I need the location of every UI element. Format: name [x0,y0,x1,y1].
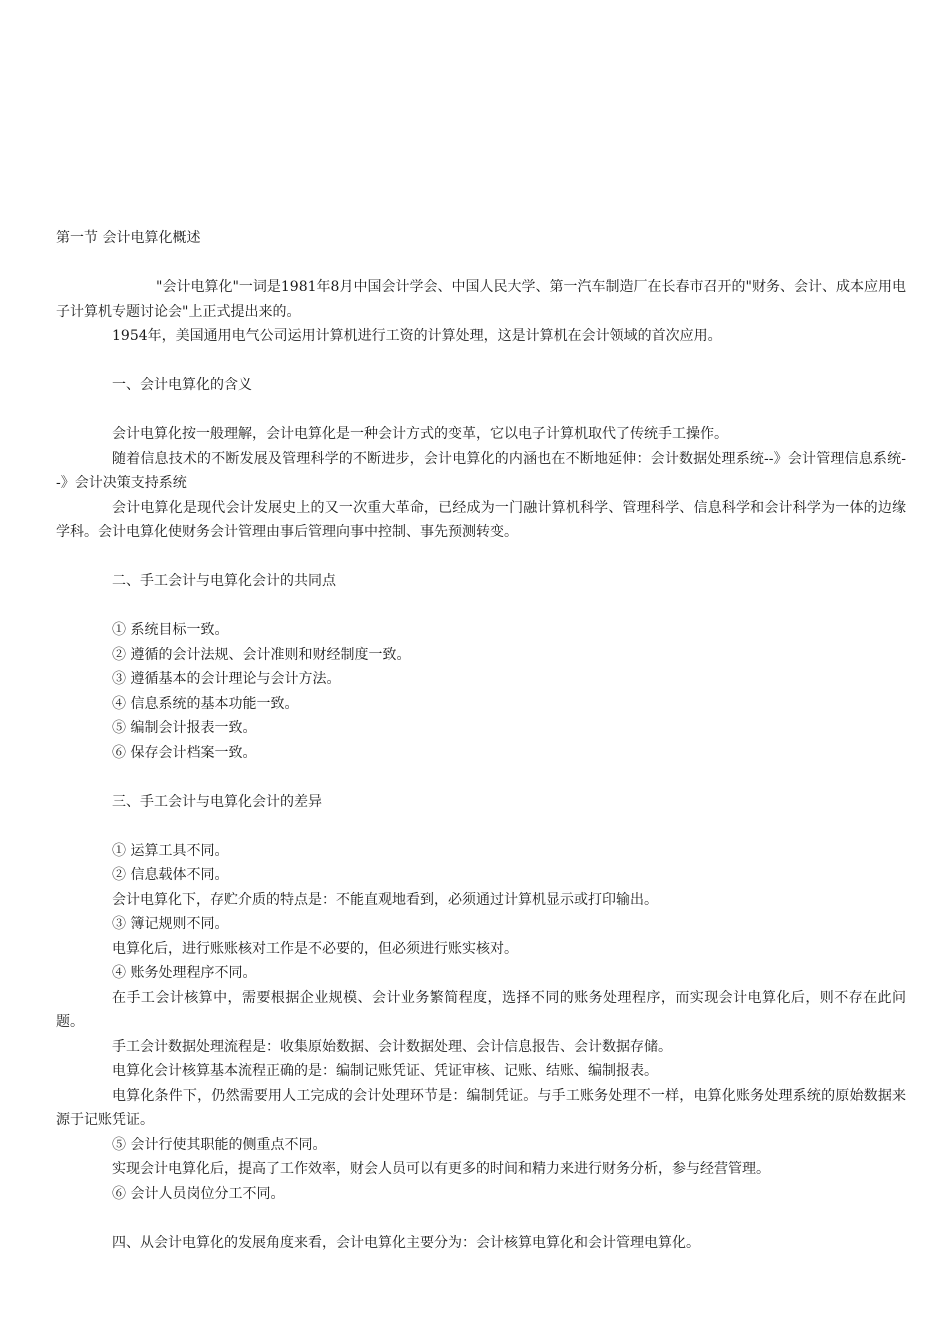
body-paragraph: 会计电算化下，存贮介质的特点是：不能直观地看到，必须通过计算机显示或打印输出。 [112,891,658,908]
section1-paragraph-3: 会计电算化是现代会计发展史上的又一次重大革命，已经成为一门融计算机科学、管理科学、信息科学和会计科学为一体的边缘学科。会计电算化使财务会计管理由事后管理向事中控制、事先预测转变。 [56,499,906,540]
list-item: ① 系统目标一致。 [112,622,229,638]
list-item: ③ 簿记规则不同。 [112,916,229,932]
section3-heading: 三、手工会计与电算化会计的差异 [112,793,322,810]
list-item: ② 遵循的会计法规、会计准则和财经制度一致。 [112,646,411,663]
section4-heading: 四、从会计电算化的发展角度来看，会计电算化主要分为：会计核算电算化和会计管理电算化。 [112,1234,700,1251]
spacer [56,398,906,423]
section2-heading: 二、手工会计与电算化会计的共同点 [112,573,336,589]
list-item: ③ 遵循基本的会计理论与会计方法。 [112,671,341,687]
spacer [56,349,906,374]
section1-paragraph-1: 会计电算化按一般理解，会计电算化是一种会计方式的变革，它以电子计算机取代了传统手工操作。 [112,426,728,442]
body-paragraph: 电算化会计核算基本流程正确的是：编制记账凭证、凭证审核、记账、结账、编制报表。 [112,1063,658,1079]
spacer [56,765,906,790]
intro-paragraph-2: 1954年，美国通用电气公司运用计算机进行工资的计算处理，这是计算机在会计领域的首次应用。 [112,328,722,344]
list-item: ⑤ 编制会计报表一致。 [112,720,257,736]
list-item: ② 信息载体不同。 [112,867,229,883]
spacer [56,1206,906,1231]
list-item: ④ 账务处理程序不同。 [112,965,257,981]
spacer [56,814,906,839]
section1-heading: 一、会计电算化的含义 [112,377,252,393]
list-item: ④ 信息系统的基本功能一致。 [112,695,299,712]
spacer [56,545,906,570]
document-page [56,226,906,1255]
body-paragraph: 电算化条件下，仍然需要用人工完成的会计处理环节是：编制凭证。与手工账务处理不一样，电算化账务处理系统的原始数据来源于记账凭证。 [56,1087,906,1128]
list-item: ⑥ 保存会计档案一致。 [112,744,257,761]
section1-paragraph-2: 随着信息技术的不断发展及管理科学的不断进步，会计电算化的内涵也在不断地延伸：会计数据处理系统--》会计管理信息系统--》会计决策支持系统 [56,450,906,491]
list-item: ⑥ 会计人员岗位分工不同。 [112,1185,285,1202]
list-item: ① 运算工具不同。 [112,842,229,859]
body-paragraph: 电算化后，进行账账核对工作是不必要的，但必须进行账实核对。 [112,940,518,957]
body-paragraph: 手工会计数据处理流程是：收集原始数据、会计数据处理、会计信息报告、会计数据存储。 [112,1038,672,1055]
body-paragraph: 在手工会计核算中，需要根据企业规模、会计业务繁简程度，选择不同的账务处理程序，而实现会计电算化后，则不存在此问题。 [56,989,906,1030]
body-paragraph: 实现会计电算化后，提高了工作效率，财会人员可以有更多的时间和精力来进行财务分析，参与经营管理。 [112,1161,770,1177]
section-title: 第一节 会计电算化概述 [56,230,201,246]
spacer [56,251,906,276]
list-item: ⑤ 会计行使其职能的侧重点不同。 [112,1136,327,1153]
intro-paragraph-1: "会计电算化"一词是1981年8月中国会计学会、中国人民大学、第一汽车制造厂在长春市召开的"财务、会计、成本应用电子计算机专题讨论会"上正式提出来的。 [56,279,906,320]
spacer [56,594,906,619]
